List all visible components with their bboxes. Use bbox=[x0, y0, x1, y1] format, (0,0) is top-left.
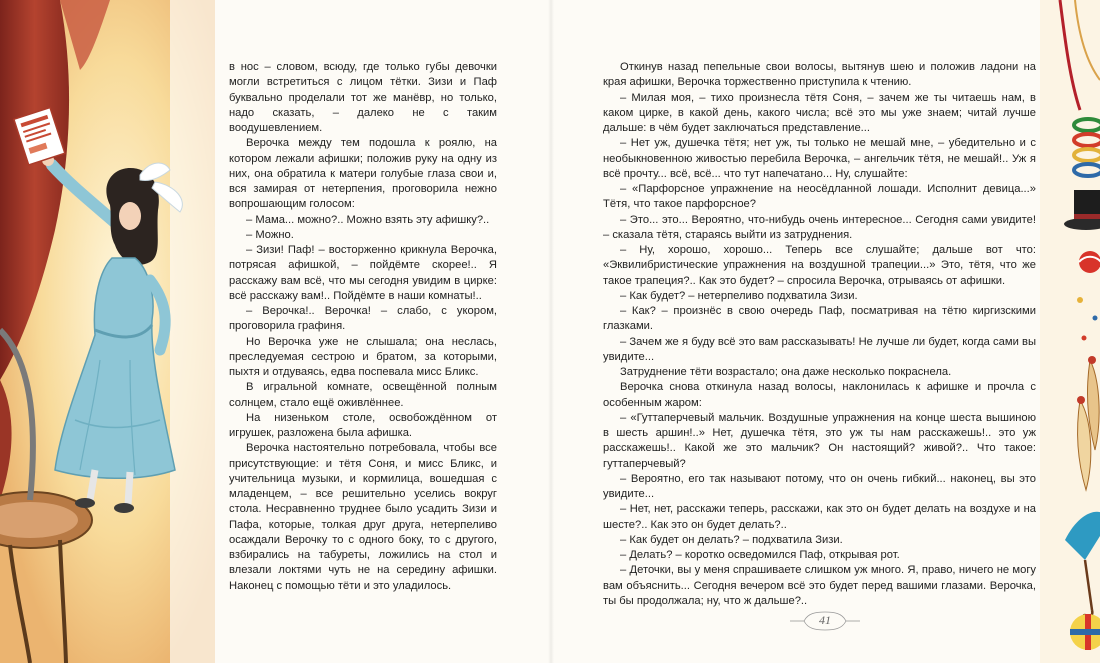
paragraph: – Мама... можно?.. Можно взять эту афишку?.. bbox=[246, 213, 490, 226]
paragraph: – Деточки, вы у меня спрашиваете слишком уж много. Я, право, ничего не могу вам объяснить... Сегодня вечером всё это будет перед вашими глазами. Верочка, ты бы продолжала; ну, что ж дальше?.. bbox=[603, 564, 1036, 607]
page-number: 41 bbox=[819, 613, 831, 627]
illustration-girl-with-playbill bbox=[0, 0, 215, 663]
paragraph: – Как будет? – нетерпеливо подхватила Зизи. bbox=[620, 289, 858, 302]
paragraph: Затруднение тёти возрастало; она даже несколько покраснела. bbox=[620, 366, 952, 378]
paragraph: На низеньком столе, освобождённом от игрушек, разложена была афишка. bbox=[229, 411, 497, 439]
left-text-column bbox=[229, 60, 497, 594]
paragraph: – Ну, хорошо, хорошо... Теперь все слушайте; дальше вот что: «Эквилибристические упражнения на воздушной трапеции...» Это, тётя, что же такое трапеция?.. Как это будет? – спросила Верочка, отрываясь от афишки. bbox=[603, 244, 1036, 287]
right-text-column bbox=[603, 60, 1036, 609]
paragraph: Но Верочка уже не слышала; она неслась, преследуемая сестрою и братом, за которыми, пыхтя и отдуваясь, едва поспевала мисс Бликс. bbox=[229, 335, 497, 378]
paragraph: – Вероятно, его так называют потому, что он очень гибкий... наконец, вы это увидите... bbox=[603, 472, 1036, 500]
circus-props-art bbox=[1040, 0, 1100, 663]
paragraph: – «Гуттаперчевый мальчик. Воздушные упражнения на конце шеста вышиною в шесть аршин!..» Нет, душечка тётя, это уж ты нам расскажешь!.. это уж расскажешь!.. Какой же это мальчик? Он настоящий? живой?.. Что такое: гуттаперчевый? bbox=[603, 411, 1036, 470]
page-number-ornament bbox=[790, 610, 860, 632]
paragraph: В игральной комнате, освещённой полным солнцем, стало ещё оживлённее. bbox=[229, 381, 497, 409]
paragraph: – Нет, нет, расскажи теперь, расскажи, как это он будет делать на воздухе и на шесте?.. Как это он будет делать?.. bbox=[603, 503, 1036, 531]
paragraph: Верочка между тем подошла к роялю, на котором лежали афишки; положив руку на одну из них, она обратила к матери голубые глаза свои и, вся замирая от нетерпения, проговорила нежно вопрошающим голосом: bbox=[229, 137, 497, 211]
paragraph: Верочка снова откинула назад волосы, наклонилась к афишке и прочла с особенным жаром: bbox=[603, 381, 1036, 409]
paragraph: – Зачем же я буду всё это вам рассказывать! Не лучше ли будет, когда сами вы увидите... bbox=[603, 335, 1036, 363]
illustration-circus-props bbox=[1040, 0, 1100, 663]
paragraph: – Верочка!.. Верочка! – слабо, с укором, проговорила графиня. bbox=[229, 305, 497, 333]
paragraph: – Делать? – коротко осведомился Паф, открывая рот. bbox=[620, 549, 900, 561]
paragraph: – Как будет он делать? – подхватила Зизи. bbox=[620, 533, 843, 546]
illustration-art bbox=[0, 0, 215, 663]
paragraph: в нос – словом, всюду, где только губы девочки могли встретиться с лицом тётки. Зизи и Паф буквально проделали тот же манёвр, но только, надо сказать, – далеко не с таким воодушевлением. bbox=[229, 61, 497, 134]
paragraph: Откинув назад пепельные свои волосы, вытянув шею и положив ладони на края афишки, Верочка торжественно приступила к чтению. bbox=[603, 61, 1036, 89]
paragraph: – Как? – произнёс в свою очередь Паф, посматривая на тётю киргизскими глазками. bbox=[603, 305, 1036, 333]
paragraph: – Это... это... Вероятно, что-нибудь очень интересное... Сегодня сами увидите! – сказала тётя, стараясь выйти из затруднения. bbox=[603, 213, 1036, 241]
gutter bbox=[548, 0, 554, 663]
paragraph: Верочка настоятельно потребовала, чтобы все присутствующие: и тётя Соня, и мисс Бликс, и учительница музыки, и кормилица, вошедшая с младенцем, – все решительно уселись вокруг стола. Несравненно труднее было усадить Зизи и Пафа, которые, толкая друг друга, нетерпеливо осаждали Верочку то с одного боку, то с другого, взбирались на табуреты, ложились на стол и влезали локтями чуть не на середину афишки. Наконец с помощью тёти и это уладилось. bbox=[229, 442, 497, 592]
paragraph: – Можно. bbox=[246, 228, 294, 241]
paragraph: – Нет уж, душечка тётя; нет уж, ты только не мешай мне, – убедительно и с необыкновенною живостью перебила Верочка, – ангельчик тётя, не мешай!.. Уж я всё прочту... всё, всё... что тут напечатано... Ну, слушайте: bbox=[603, 137, 1036, 180]
paragraph: – «Парфорсное упражнение на неосёдланной лошади. Исполнит девица...» Тётя, что такое парфорсное? bbox=[603, 183, 1036, 211]
paragraph: – Зизи! Паф! – восторженно крикнула Верочка, потрясая афишкой, – пойдёмте скорее!.. Я расскажу вам всё, что мы сегодня увидим в цирке: всё расскажу вам!.. Пойдёмте в наши комнаты!.. bbox=[229, 244, 497, 302]
paragraph: – Милая моя, – тихо произнесла тётя Соня, – зачем же ты читаешь нам, в каком цирке, в какой день, какого числа; всё это мы уже знаем; читай лучше дальше: в чём будет заключаться представление... bbox=[603, 91, 1036, 134]
